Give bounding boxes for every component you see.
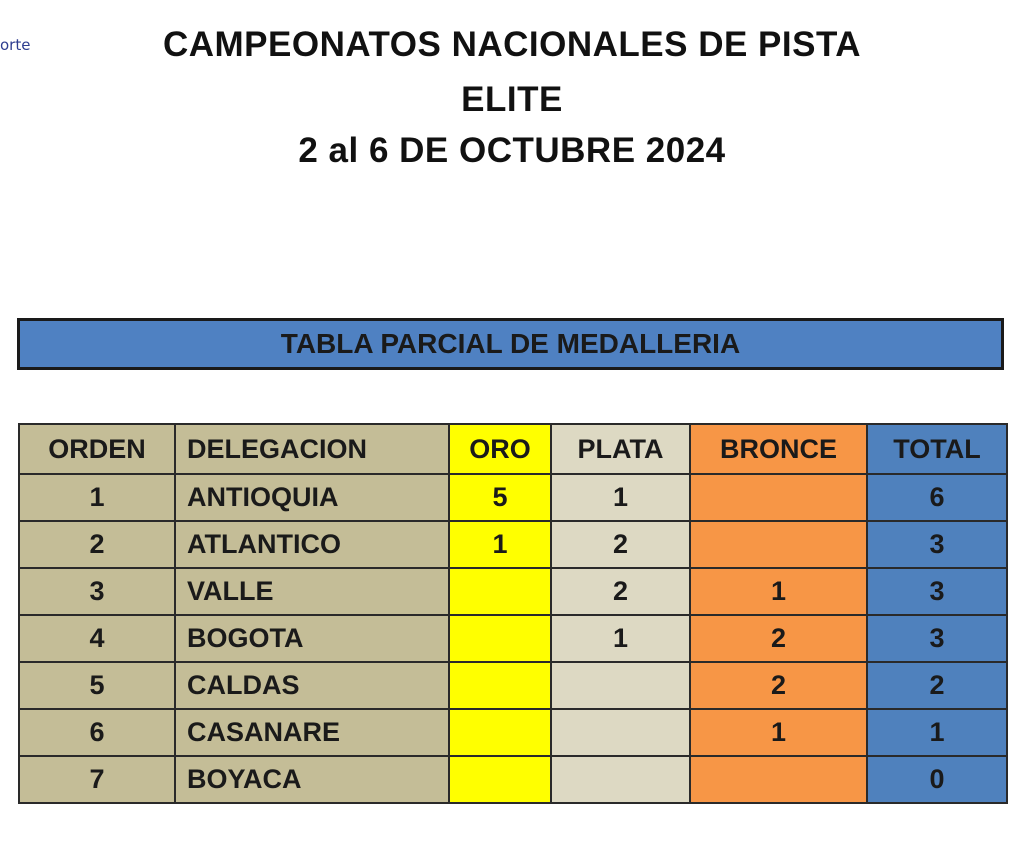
cell-oro: [449, 756, 551, 803]
corner-logo-text: orte: [0, 36, 31, 54]
table-row: [19, 568, 1007, 615]
cell-plata: [551, 662, 690, 709]
cell-bronce: [690, 756, 867, 803]
cell-oro: 5: [449, 474, 551, 521]
header-orden: ORDEN: [19, 424, 175, 474]
cell-orden: 1: [19, 474, 175, 521]
cell-orden: 5: [19, 662, 175, 709]
cell-plata: [551, 756, 690, 803]
cell-orden: 7: [19, 756, 175, 803]
table-body: [19, 474, 1007, 803]
cell-delegacion: BOGOTA: [175, 615, 449, 662]
cell-total: 3: [867, 521, 1007, 568]
table-row: [19, 474, 1007, 521]
cell-total: 0: [867, 756, 1007, 803]
cell-bronce: 1: [690, 709, 867, 756]
cell-bronce: 2: [690, 662, 867, 709]
cell-bronce: 2: [690, 615, 867, 662]
cell-orden: 3: [19, 568, 175, 615]
title-category: ELITE: [461, 80, 563, 119]
table-row: [19, 521, 1007, 568]
cell-oro: [449, 568, 551, 615]
header-delegacion: DELEGACION: [175, 424, 449, 474]
title-championship: CAMPEONATOS NACIONALES DE PISTA: [162, 25, 862, 64]
cell-total: 2: [867, 662, 1007, 709]
header-oro: ORO: [449, 424, 551, 474]
header-plata: PLATA: [551, 424, 690, 474]
cell-plata: 2: [551, 521, 690, 568]
header-total: TOTAL: [867, 424, 1007, 474]
cell-oro: 1: [449, 521, 551, 568]
table-row: [19, 709, 1007, 756]
medal-table: [18, 423, 1008, 804]
cell-plata: 2: [551, 568, 690, 615]
cell-delegacion: VALLE: [175, 568, 449, 615]
table-row: [19, 756, 1007, 803]
table-row: [19, 615, 1007, 662]
cell-plata: 1: [551, 615, 690, 662]
cell-bronce: [690, 521, 867, 568]
cell-total: 1: [867, 709, 1007, 756]
cell-delegacion: CASANARE: [175, 709, 449, 756]
cell-bronce: [690, 474, 867, 521]
table-header-row: [19, 424, 1007, 474]
cell-orden: 6: [19, 709, 175, 756]
cell-bronce: 1: [690, 568, 867, 615]
cell-oro: [449, 615, 551, 662]
table-row: [19, 662, 1007, 709]
cell-oro: [449, 709, 551, 756]
cell-total: 3: [867, 615, 1007, 662]
cell-total: 6: [867, 474, 1007, 521]
cell-delegacion: BOYACA: [175, 756, 449, 803]
cell-plata: [551, 709, 690, 756]
medal-table-banner: TABLA PARCIAL DE MEDALLERIA: [17, 318, 1004, 370]
cell-plata: 1: [551, 474, 690, 521]
cell-delegacion: CALDAS: [175, 662, 449, 709]
cell-delegacion: ATLANTICO: [175, 521, 449, 568]
title-dates: 2 al 6 DE OCTUBRE 2024: [298, 131, 726, 170]
cell-total: 3: [867, 568, 1007, 615]
cell-oro: [449, 662, 551, 709]
cell-delegacion: ANTIOQUIA: [175, 474, 449, 521]
cell-orden: 4: [19, 615, 175, 662]
header-bronce: BRONCE: [690, 424, 867, 474]
cell-orden: 2: [19, 521, 175, 568]
